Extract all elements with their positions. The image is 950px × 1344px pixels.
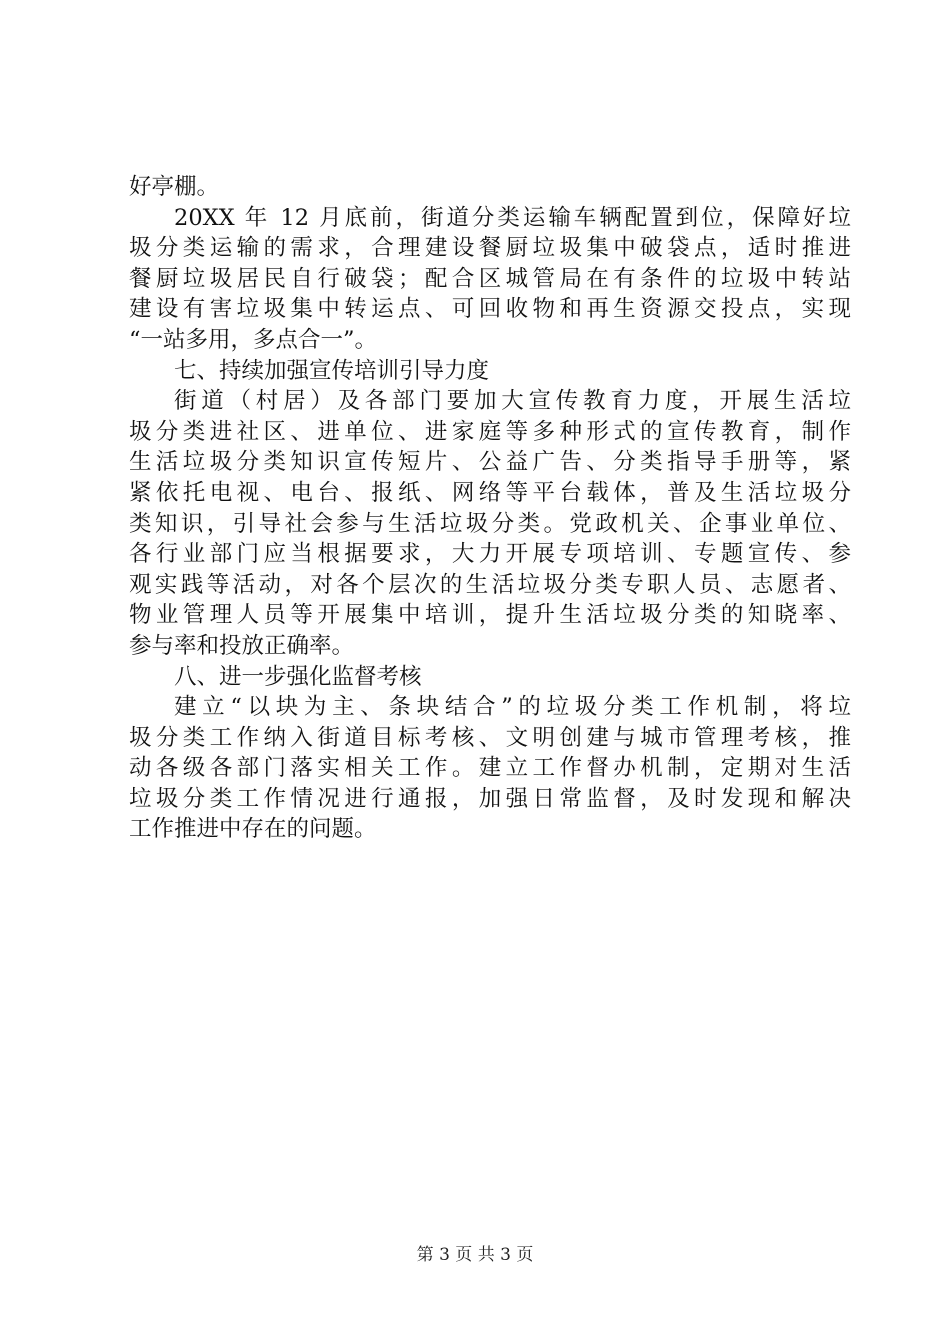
- text-line: 工作推进中存在的问题。: [129, 816, 377, 843]
- page-footer: 第 3 页 共 3 页: [416, 1245, 534, 1265]
- text-line: 建立“以块为主、条块结合”的垃圾分类工作机制，将垃: [174, 694, 851, 721]
- text-line: 七、持续加强宣传培训引导力度: [174, 357, 490, 384]
- text-line: 紧依托电视、电台、报纸、网络等平台载体，普及生活垃圾分: [129, 479, 851, 506]
- paragraph: [129, 692, 851, 845]
- text-line: 类知识，引导社会参与生活垃圾分类。党政机关、企事业单位、: [129, 510, 851, 537]
- text-line: 餐厨垃圾居民自行破袋；配合区城管局在有条件的垃圾中转站: [129, 265, 851, 292]
- text-line: 圾分类工作纳入街道目标考核、文明创建与城市管理考核，推: [129, 724, 851, 751]
- document-body: [129, 172, 851, 845]
- text-line: 好亭棚。: [129, 174, 220, 200]
- text-line: 参与率和投放正确率。: [129, 632, 355, 659]
- section-heading: [129, 356, 851, 387]
- paragraph: [129, 172, 851, 203]
- text-line: 生活垃圾分类知识宣传短片、公益广告、分类指导手册等，紧: [129, 449, 851, 476]
- text-line: 八、进一步强化监督考核: [174, 663, 422, 690]
- text-line: “一站多用，多点合一”。: [129, 326, 378, 353]
- text-line: 垃圾分类工作情况进行通报，加强日常监督，及时发现和解决: [129, 785, 851, 812]
- text-line: 圾分类进社区、进单位、进家庭等多种形式的宣传教育，制作: [129, 418, 851, 445]
- section-heading: [129, 662, 851, 693]
- paragraph: [129, 203, 851, 356]
- text-line: 观实践等活动，对各个层次的生活垃圾分类专职人员、志愿者、: [129, 571, 851, 598]
- text-line: 20XX 年 12 月底前，街道分类运输车辆配置到位，保障好垃: [174, 204, 851, 231]
- text-line: 建设有害垃圾集中转运点、可回收物和再生资源交投点，实现: [129, 296, 851, 323]
- text-line: 圾分类运输的需求，合理建设餐厨垃圾集中破袋点，适时推进: [129, 235, 851, 262]
- text-line: 动各级各部门落实相关工作。建立工作督办机制，定期对生活: [129, 755, 851, 782]
- paragraph: [129, 386, 851, 661]
- text-line: 各行业部门应当根据要求，大力开展专项培训、专题宣传、参: [129, 541, 851, 568]
- text-line: 街道（村居）及各部门要加大宣传教育力度，开展生活垃: [174, 388, 851, 415]
- text-line: 物业管理人员等开展集中培训，提升生活垃圾分类的知晓率、: [129, 602, 851, 629]
